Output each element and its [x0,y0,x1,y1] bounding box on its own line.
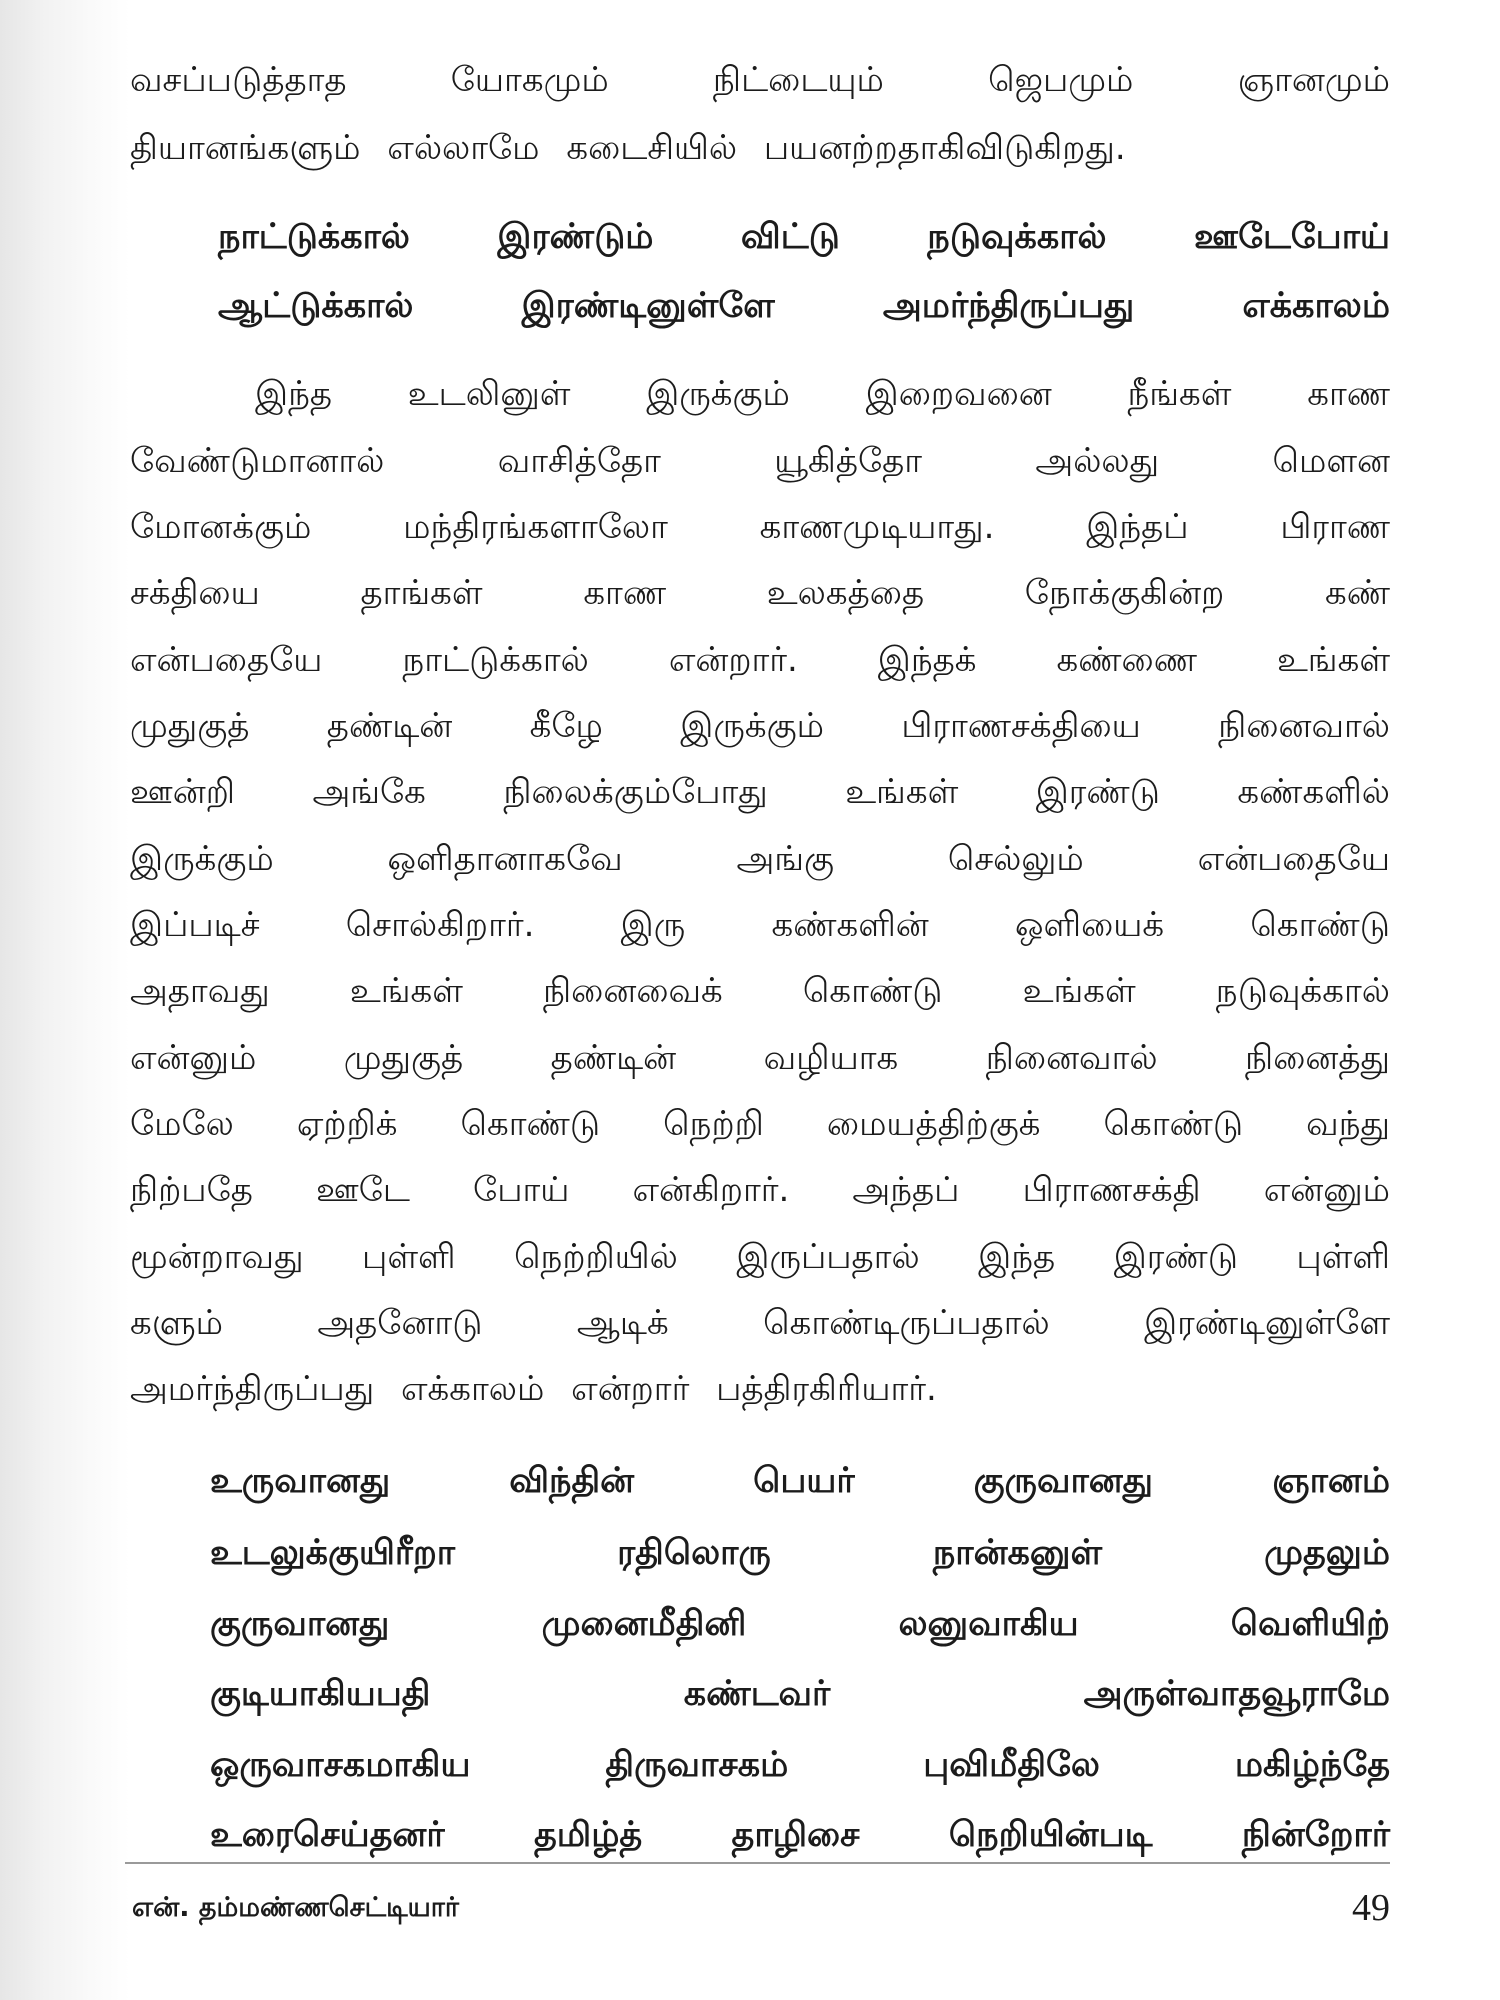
paragraph-line: என்பதையே நாட்டுக்கால் என்றார். இந்தக் கண்ணை உங்கள் [130,640,1390,680]
verse-one-line: ஆட்டுக்கால் இரண்டினுள்ளே அமர்ந்திருப்பது எக்காலம் [218,286,1390,326]
paragraph-line: முதுகுத் தண்டின் கீழே இருக்கும் பிராணசக்தியை நினைவால் [130,706,1390,746]
paragraph-line: இந்த உடலினுள் இருக்கும் இறைவனை நீங்கள் காண [255,374,1390,414]
paragraph-line: என்னும் முதுகுத் தண்டின் வழியாக நினைவால் நினைத்து [130,1038,1390,1078]
verse-two-line: உருவானது விந்தின் பெயர் குருவானது ஞானம் [210,1461,1390,1501]
verse-two-line: ஒருவாசகமாகிய திருவாசகம் புவிமீதிலே மகிழ்ந்தே [210,1745,1390,1785]
paragraph-line: அதாவது உங்கள் நினைவைக் கொண்டு உங்கள் நடுவுக்கால் [130,971,1390,1011]
paragraph-line: வேண்டுமானால் வாசித்தோ யூகித்தோ அல்லது மௌன [130,441,1390,481]
page-number: 49 [1352,1887,1390,1929]
verse-two-line: குடியாகியபதி கண்டவர் அருள்வாதவூராமே [210,1674,1390,1714]
opening-line: வசப்படுத்தாத யோகமும் நிட்டையும் ஜெபமும் ஞானமும் [130,60,1390,100]
verse-two-line: உடலுக்குயிரீறா ரதிலொரு நான்கனுள் முதலும் [210,1533,1390,1573]
paragraph-line: இருக்கும் ஒளிதானாகவே அங்கு செல்லும் என்பதையே [130,839,1390,879]
paragraph-line: நிற்பதே ஊடே போய் என்கிறார். அந்தப் பிராணசக்தி என்னும் [130,1170,1390,1210]
paragraph-line: சக்தியை தாங்கள் காண உலகத்தை நோக்குகின்ற கண் [130,573,1390,613]
verse-two-line: குருவானது முனைமீதினி லனுவாகிய வெளியிற் [210,1604,1390,1644]
verse-one-line: நாட்டுக்கால் இரண்டும் விட்டு நடுவுக்கால் ஊடேபோய் [218,217,1390,257]
paragraph-line: அமர்ந்திருப்பது எக்காலம் என்றார் பத்திரகிரியார். [130,1369,937,1409]
paragraph-line: மூன்றாவது புள்ளி நெற்றியில் இருப்பதால் இந்த இரண்டு புள்ளி [130,1237,1390,1277]
paragraph-line: ஊன்றி அங்கே நிலைக்கும்போது உங்கள் இரண்டு கண்களில் [130,772,1390,812]
footer-rule [125,1862,1390,1864]
binding-shadow [0,0,130,2000]
opening-line: தியானங்களும் எல்லாமே கடைசியில் பயனற்றதாகிவிடுகிறது. [130,128,1126,168]
paragraph-line: களும் அதனோடு ஆடிக் கொண்டிருப்பதால் இரண்டினுள்ளே [130,1303,1390,1343]
paragraph-line: மோனக்கும் மந்திரங்களாலோ காணமுடியாது. இந்தப் பிராண [130,507,1390,547]
footer-author: என். தம்மண்ணசெட்டியார் [132,1892,459,1923]
paragraph-line: மேலே ஏற்றிக் கொண்டு நெற்றி மையத்திற்குக் கொண்டு வந்து [130,1104,1390,1144]
verse-two-line: உரைசெய்தனர் தமிழ்த் தாழிசை நெறியின்படி நின்றோர் [210,1815,1390,1855]
paragraph-line: இப்படிச் சொல்கிறார். இரு கண்களின் ஒளியைக் கொண்டு [130,905,1390,945]
